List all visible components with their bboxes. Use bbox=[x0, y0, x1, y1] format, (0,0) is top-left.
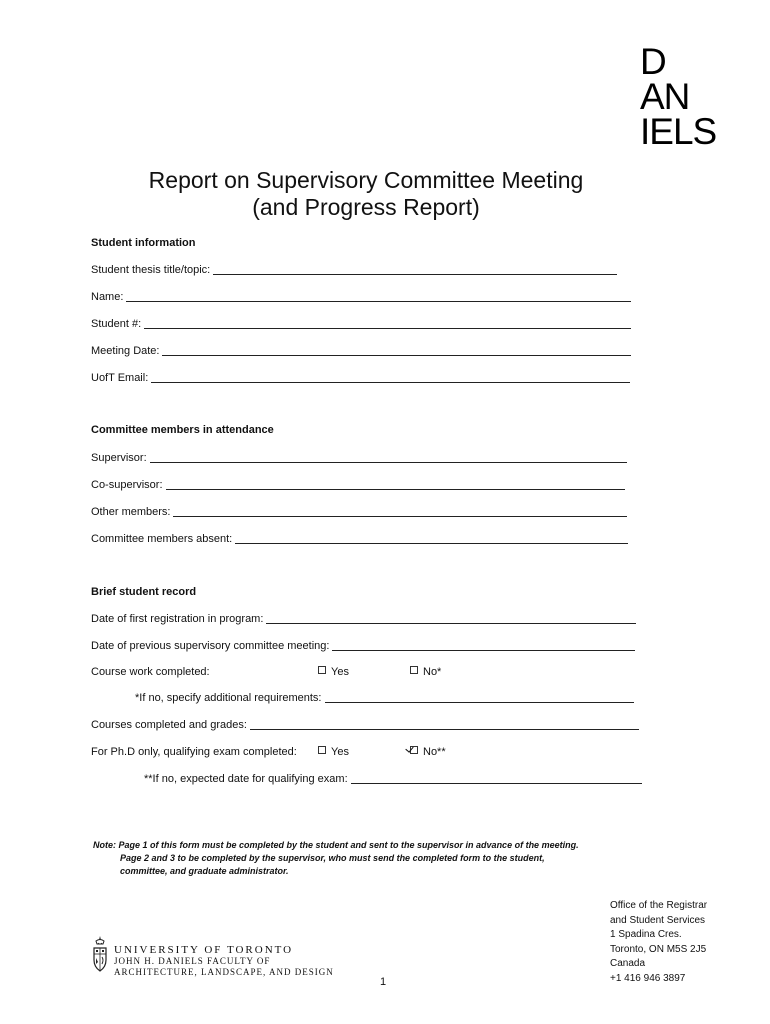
previous-meeting-field[interactable] bbox=[91, 640, 635, 652]
absent-members-input-line[interactable] bbox=[235, 534, 628, 544]
uoft-crest-icon bbox=[92, 934, 108, 974]
qualifying-exam-no-label: No** bbox=[423, 746, 446, 758]
meeting-date-field[interactable] bbox=[91, 345, 631, 357]
additional-requirements-field[interactable] bbox=[135, 692, 634, 704]
office-line-6: +1 416 946 3897 bbox=[610, 972, 686, 984]
first-registration-input-line[interactable] bbox=[266, 614, 636, 624]
office-line-2: and Student Services bbox=[610, 914, 706, 926]
supervisor-label: Supervisor: bbox=[91, 452, 147, 464]
course-work-yes-label: Yes bbox=[331, 666, 349, 678]
course-work-no-option[interactable] bbox=[410, 666, 441, 678]
student-number-input-line[interactable] bbox=[144, 319, 631, 329]
name-input-line[interactable] bbox=[126, 292, 631, 302]
absent-members-label: Committee members absent: bbox=[91, 533, 233, 545]
supervisor-field[interactable] bbox=[91, 452, 627, 464]
qualifying-exam-label: For Ph.D only, qualifying exam completed: bbox=[91, 746, 297, 758]
courses-grades-input-line[interactable] bbox=[250, 720, 639, 730]
course-work-no-label: No* bbox=[423, 666, 442, 678]
note-line-3: committee, and graduate administrator. bbox=[120, 866, 289, 876]
qualifying-exam-yes-label: Yes bbox=[331, 746, 349, 758]
thesis-input-line[interactable] bbox=[213, 265, 617, 275]
email-field[interactable] bbox=[91, 372, 630, 384]
thesis-label: Student thesis title/topic: bbox=[91, 264, 211, 276]
expected-exam-date-label: **If no, expected date for qualifying exam: bbox=[144, 773, 348, 785]
additional-requirements-label: *If no, specify additional requirements: bbox=[135, 692, 322, 704]
logo-line-1: D bbox=[640, 41, 666, 82]
absent-members-field[interactable] bbox=[91, 533, 628, 545]
completion-note bbox=[93, 839, 653, 878]
student-info-heading: Student information bbox=[91, 237, 196, 249]
course-work-yes-checkbox[interactable] bbox=[318, 666, 326, 674]
course-work-label: Course work completed: bbox=[91, 666, 210, 678]
additional-requirements-input-line[interactable] bbox=[325, 693, 635, 703]
other-members-input-line[interactable] bbox=[173, 507, 627, 517]
uoft-line-2: JOHN H. DANIELS FACULTY OF bbox=[114, 956, 271, 966]
other-members-field[interactable] bbox=[91, 506, 627, 518]
page-number: 1 bbox=[380, 976, 387, 988]
cosupervisor-label: Co-supervisor: bbox=[91, 479, 163, 491]
previous-meeting-label: Date of previous supervisory committee meeting: bbox=[91, 640, 330, 652]
first-registration-label: Date of first registration in program: bbox=[91, 613, 264, 625]
form-title-line-1: Report on Supervisory Committee Meeting bbox=[148, 167, 584, 193]
office-line-4: Toronto, ON M5S 2J5 bbox=[610, 943, 707, 955]
expected-exam-date-input-line[interactable] bbox=[351, 774, 642, 784]
courses-grades-field[interactable] bbox=[91, 719, 639, 731]
email-label: UofT Email: bbox=[91, 372, 149, 384]
supervisor-input-line[interactable] bbox=[150, 453, 627, 463]
course-work-yes-option[interactable] bbox=[318, 666, 349, 678]
cosupervisor-input-line[interactable] bbox=[166, 480, 625, 490]
office-line-5: Canada bbox=[610, 958, 646, 969]
name-label: Name: bbox=[91, 291, 124, 303]
previous-meeting-input-line[interactable] bbox=[332, 641, 635, 651]
email-input-line[interactable] bbox=[151, 373, 630, 383]
student-record-heading: Brief student record bbox=[91, 586, 197, 598]
office-address bbox=[610, 899, 707, 986]
office-line-3: 1 Spadina Cres. bbox=[610, 929, 682, 940]
office-line-1: Office of the Registrar bbox=[610, 900, 708, 911]
cosupervisor-field[interactable] bbox=[91, 479, 625, 491]
committee-heading: Committee members in attendance bbox=[91, 424, 274, 436]
note-line-1: Note: Page 1 of this form must be completed by the student and sent to the supervisor in advance of the meeting. bbox=[93, 840, 579, 850]
student-number-field[interactable] bbox=[91, 318, 631, 330]
form-title-line-2: (and Progress Report) bbox=[252, 194, 480, 220]
uoft-line-3: ARCHITECTURE, LANDSCAPE, AND DESIGN bbox=[114, 967, 334, 977]
meeting-date-input-line[interactable] bbox=[162, 346, 631, 356]
qualifying-exam-yes-checkbox[interactable] bbox=[318, 746, 326, 754]
uoft-line-1: UNIVERSITY OF TORONTO bbox=[114, 944, 294, 956]
daniels-logo bbox=[640, 41, 717, 152]
qualifying-exam-yes-option[interactable] bbox=[318, 746, 349, 758]
thesis-field[interactable] bbox=[91, 264, 617, 276]
courses-grades-label: Courses completed and grades: bbox=[91, 719, 247, 731]
student-number-label: Student #: bbox=[91, 318, 142, 330]
other-members-label: Other members: bbox=[91, 506, 171, 518]
note-line-2: Page 2 and 3 to be completed by the supervisor, who must send the completed form to the student, bbox=[120, 853, 545, 863]
course-work-no-checkbox[interactable] bbox=[410, 666, 418, 674]
name-field[interactable] bbox=[91, 291, 631, 303]
expected-exam-date-field[interactable] bbox=[144, 773, 642, 785]
meeting-date-label: Meeting Date: bbox=[91, 345, 160, 357]
qualifying-exam-no-option[interactable] bbox=[410, 746, 446, 758]
first-registration-field[interactable] bbox=[91, 613, 636, 625]
logo-line-2: AN bbox=[640, 76, 690, 117]
qualifying-exam-no-checkbox[interactable] bbox=[410, 746, 418, 754]
logo-line-3: IELS bbox=[640, 111, 717, 152]
